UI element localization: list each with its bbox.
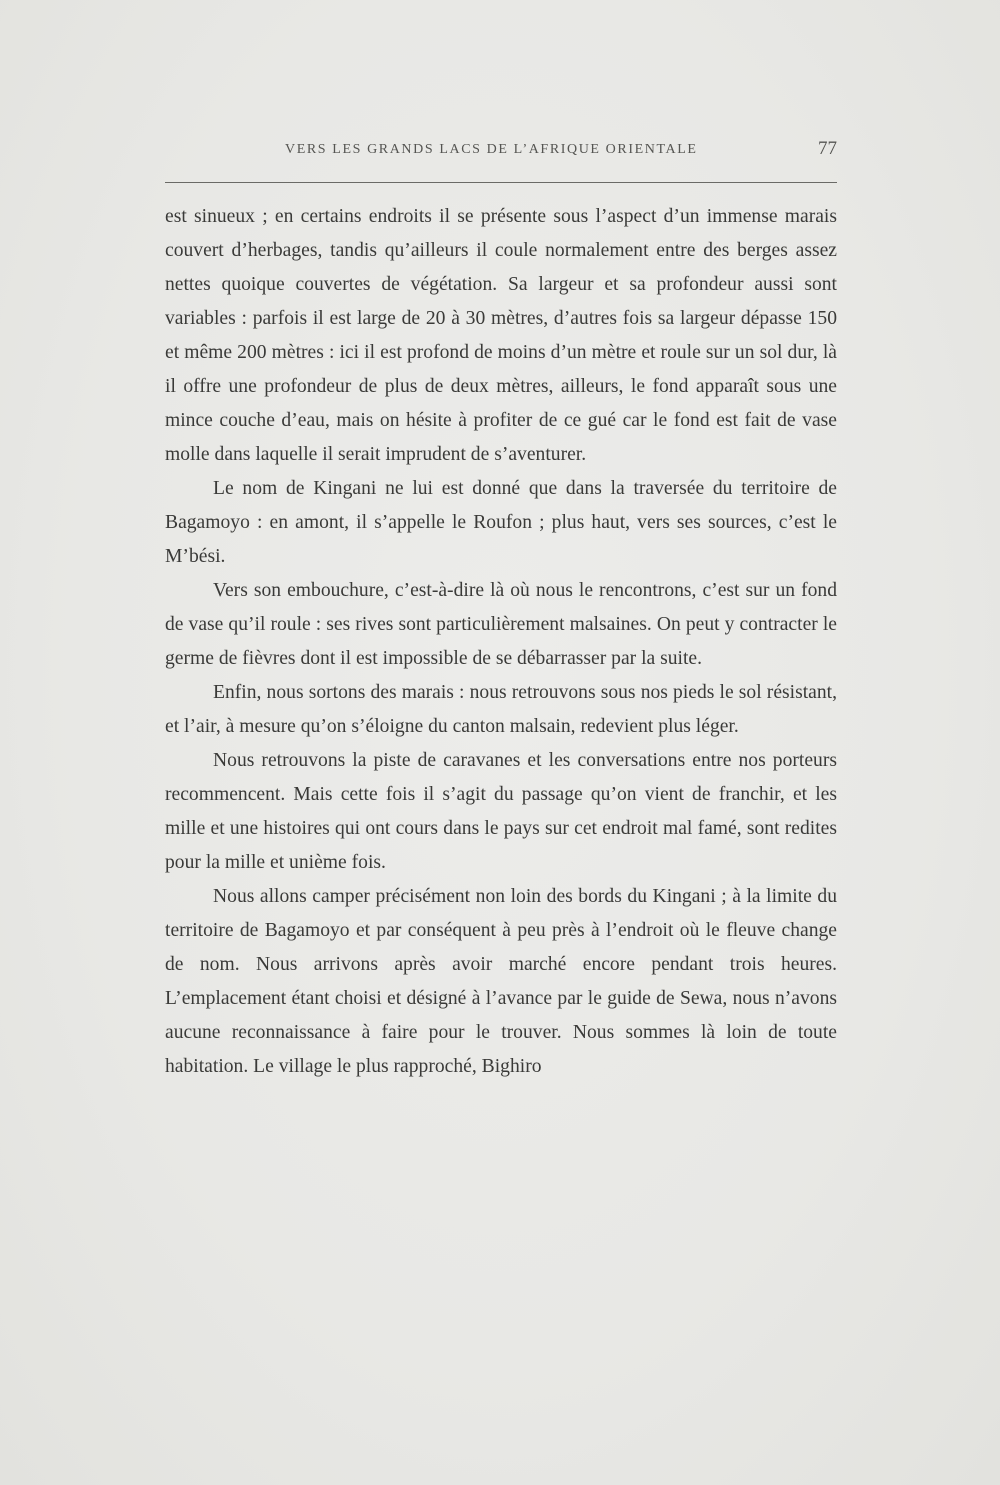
page-header — [165, 138, 837, 168]
paragraph: est sinueux ; en certains endroits il se présente sous l’aspect d’un immense marais couvert d’herbages, tandis qu’ailleurs il coule normalement entre des berges assez nettes quoique couvertes de végétation. Sa largeur et sa profondeur aussi sont variables : parfois il est large de 20 à 30 mètres, d’autres fois sa largeur dépasse 150 et même 200 mètres : ici il est profond de moins d’un mètre et roule sur un sol dur, là il offre une profondeur de plus de deux mètres, ailleurs, le fond apparaît sous une mince couche d’eau, mais on hésite à profiter de ce gué car le fond est fait de vase molle dans laquelle il serait imprudent de s’aventurer. — [165, 206, 837, 465]
paragraph: Nous retrouvons la piste de caravanes et les conversations entre nos porteurs recommencent. Mais cette fois il s’agit du passage qu’on vient de franchir, et les mille et une histoires qui ont cours dans le pays sur cet endroit mal famé, sont redites pour la mille et unième fois. — [165, 750, 837, 873]
header-rule — [165, 182, 837, 183]
paragraph: Vers son embouchure, c’est-à-dire là où nous le rencontrons, c’est sur un fond de vase qu’il roule : ses rives sont particulièrement malsaines. On peut y contracter le germe de fièvres dont il est impossible de se débarrasser par la suite. — [165, 580, 837, 669]
running-title: VERS LES GRANDS LACS DE L’AFRIQUE ORIENTALE — [285, 142, 698, 157]
page-number: 77 — [818, 138, 837, 159]
body-text — [165, 200, 837, 1084]
paragraph: Enfin, nous sortons des marais : nous retrouvons sous nos pieds le sol résistant, et l’air, à mesure qu’on s’éloigne du canton malsain, redevient plus léger. — [165, 682, 837, 737]
paragraph: Nous allons camper précisément non loin des bords du Kingani ; à la limite du territoire de Bagamoyo et par conséquent à peu près à l’endroit où le fleuve change de nom. Nous arrivons après avoir marché encore pendant trois heures. L’emplacement étant choisi et désigné à l’avance par le guide de Sewa, nous n’avons aucune reconnaissance à faire pour le trouver. Nous sommes là loin de toute habitation. Le village le plus rapproché, Bighiro — [165, 886, 837, 1077]
paragraph: Le nom de Kingani ne lui est donné que dans la traversée du territoire de Bagamoyo : en amont, il s’appelle le Roufon ; plus haut, vers ses sources, c’est le M’bési. — [165, 478, 837, 567]
